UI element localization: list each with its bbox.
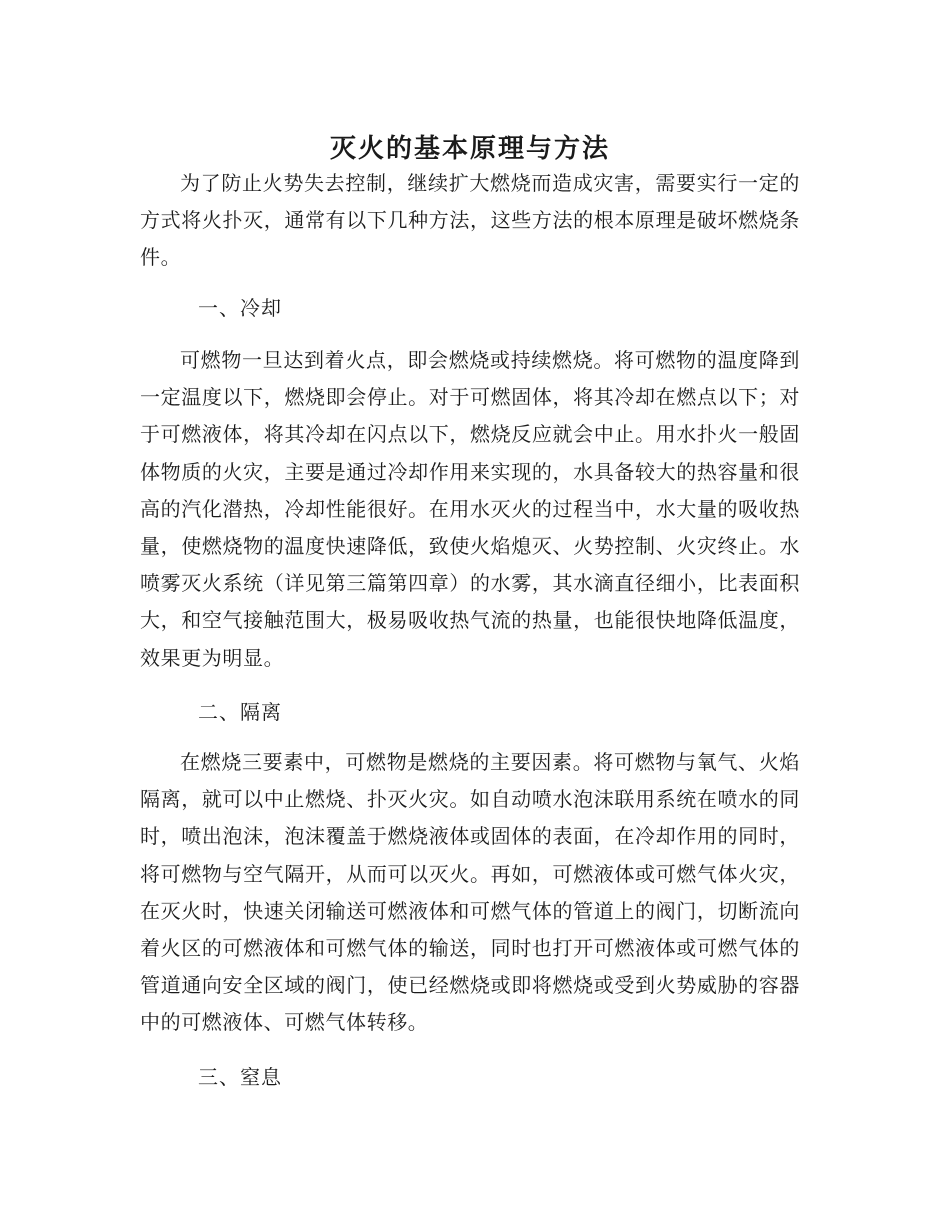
document-title: 灭火的基本原理与方法 (329, 134, 610, 165)
intro-paragraph: 为了防止火势失去控制，继续扩大燃烧而造成灾害，需要实行一定的方式将火扑灭，通常有以下几种方法，这些方法的根本原理是破坏燃烧条件。 (140, 171, 800, 270)
section-heading-cooling: 一、冷却 (198, 296, 282, 320)
section-heading-isolation: 二、隔离 (198, 700, 282, 724)
section-body-isolation: 在燃烧三要素中，可燃物是燃烧的主要因素。将可燃物与氧气、火焰隔离，就可以中止燃烧、扑灭火灾。如自动喷水泡沫联用系统在喷水的同时，喷出泡沫，泡沫覆盖于燃烧液体或固体的表面，在冷却作用的同时，将可燃物与空气隔开，从而可以灭火。再如，可燃液体或可燃气体火灾，在灭火时，快速关闭输送可燃液体和可燃气体的管道上的阀门，切断流向着火区的可燃液体和可燃气体的输送，同时也打开可燃液体或可燃气体的管道通向安全区域的阀门，使已经燃烧或即将燃烧或受到火势威胁的容器中的可燃液体、可燃气体转移。 (140, 750, 800, 1035)
section-body-cooling: 可燃物一旦达到着火点，即会燃烧或持续燃烧。将可燃物的温度降到一定温度以下，燃烧即会停止。对于可燃固体，将其冷却在燃点以下；对于可燃液体，将其冷却在闪点以下，燃烧反应就会中止。用水扑火一般固体物质的火灾，主要是通过冷却作用来实现的，水具备较大的热容量和很高的汽化潜热，冷却性能很好。在用水灭火的过程当中，水大量的吸收热量，使燃烧物的温度快速降低，致使火焰熄灭、火势控制、火灾终止。水喷雾灭火系统（详见第三篇第四章）的水雾，其水滴直径细小，比表面积大，和空气接触范围大，极易吸收热气流的热量，也能很快地降低温度，效果更为明显。 (140, 348, 800, 670)
section-heading-smothering: 三、窒息 (198, 1065, 282, 1089)
